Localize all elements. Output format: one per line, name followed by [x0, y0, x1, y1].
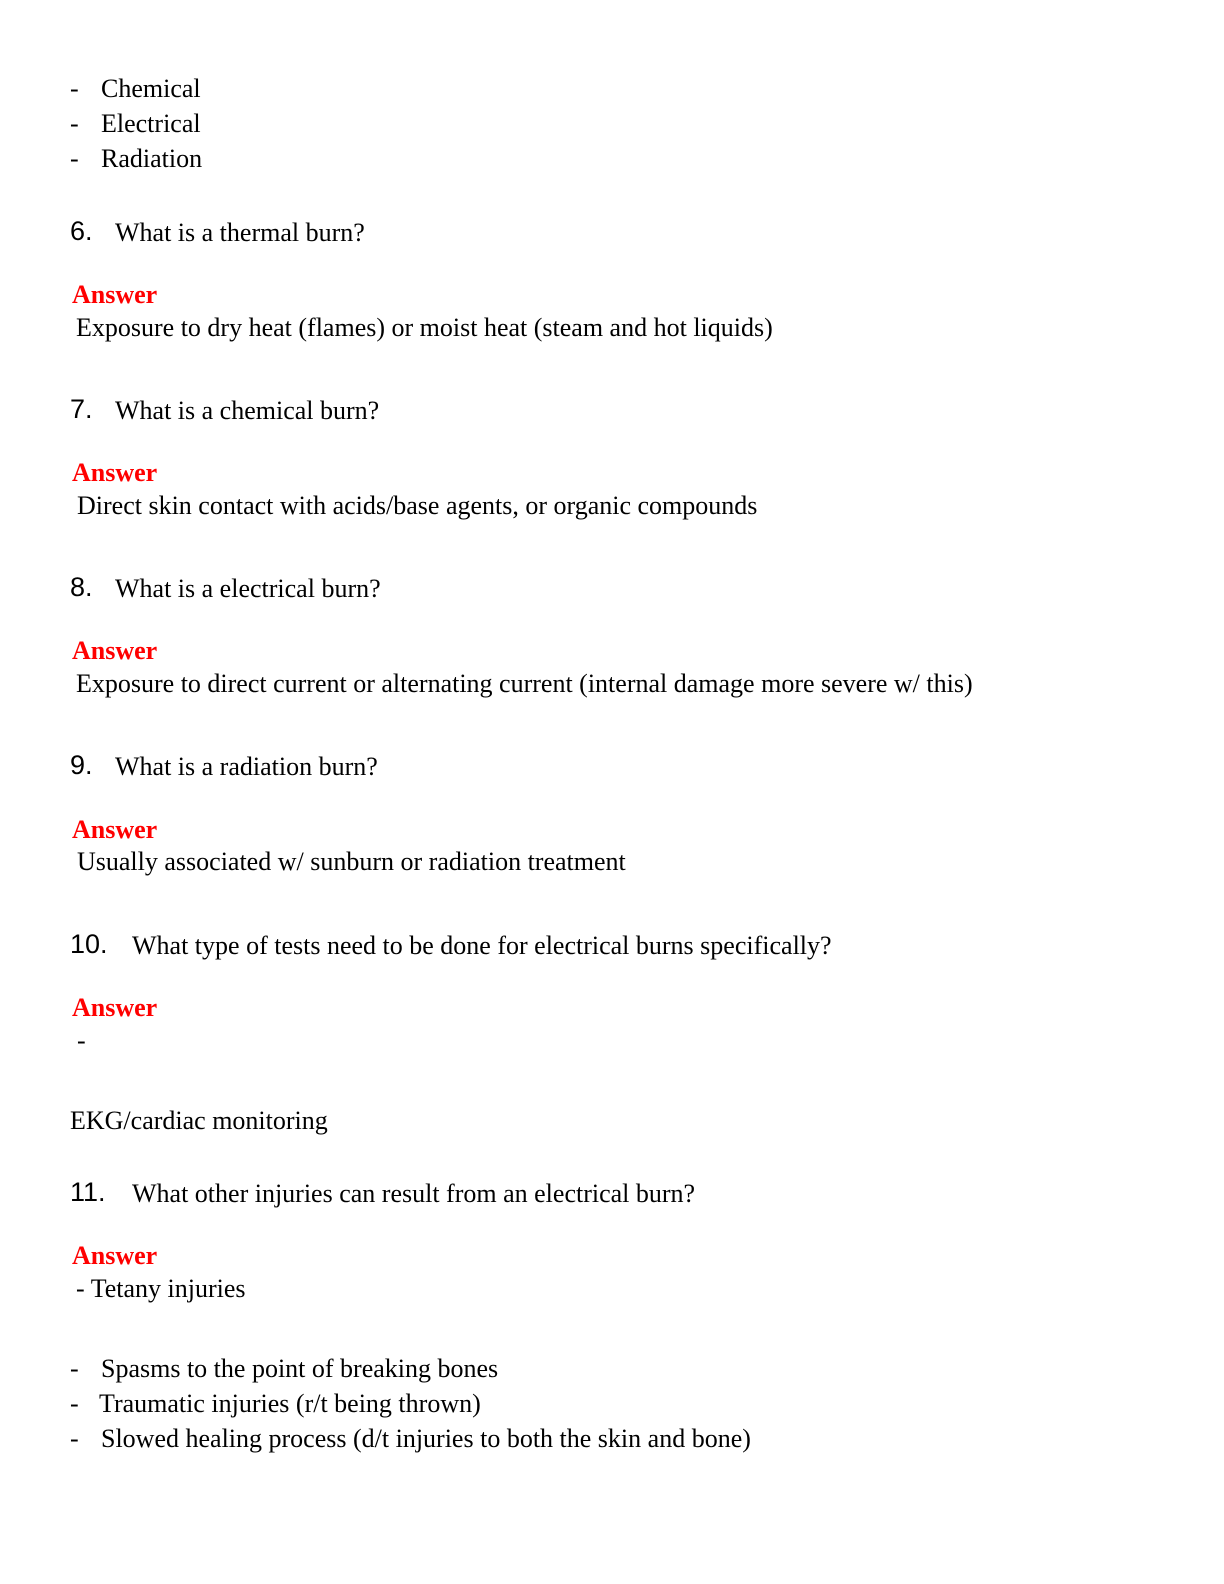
answer-text: - Tetany injuries: [76, 1274, 246, 1303]
dash: -: [70, 109, 79, 138]
question-number: 9.: [70, 750, 93, 780]
question-text: What other injuries can result from an electrical burn?: [132, 1179, 696, 1208]
dash: -: [70, 144, 79, 173]
question-text: What is a electrical burn?: [115, 574, 381, 603]
answer-label: Answer: [72, 815, 158, 844]
question-number: 7.: [70, 394, 93, 424]
question-text: What is a chemical burn?: [115, 396, 380, 425]
question-number: 11.: [70, 1177, 106, 1207]
list-item: Slowed healing process (d/t injuries to both the skin and bone): [101, 1424, 751, 1453]
answer-text: Exposure to direct current or alternating current (internal damage more severe w/ this): [76, 669, 973, 698]
list-item: Spasms to the point of breaking bones: [101, 1354, 499, 1383]
answer-label: Answer: [72, 1241, 158, 1270]
question-number: 6.: [70, 216, 93, 246]
list-item: Traumatic injuries (r/t being thrown): [99, 1389, 481, 1418]
question-text: What is a thermal burn?: [115, 218, 365, 247]
question-text: What is a radiation burn?: [115, 752, 378, 781]
list-item: Radiation: [101, 144, 203, 173]
answer-label: Answer: [72, 280, 158, 309]
answer-label: Answer: [72, 636, 158, 665]
dash: -: [70, 74, 79, 103]
list-item: Electrical: [101, 109, 201, 138]
answer-text: -: [77, 1026, 86, 1055]
question-number: 10.: [70, 929, 108, 959]
dash: -: [70, 1389, 79, 1418]
answer-label: Answer: [72, 993, 158, 1022]
answer-text: Exposure to dry heat (flames) or moist heat (steam and hot liquids): [76, 313, 773, 342]
answer-text: Usually associated w/ sunburn or radiation treatment: [77, 847, 626, 876]
answer-text: EKG/cardiac monitoring: [70, 1106, 328, 1135]
answer-text: Direct skin contact with acids/base agents, or organic compounds: [77, 491, 758, 520]
dash: -: [70, 1424, 79, 1453]
question-number: 8.: [70, 572, 93, 602]
question-text: What type of tests need to be done for electrical burns specifically?: [132, 931, 832, 960]
answer-label: Answer: [72, 458, 158, 487]
list-item: Chemical: [101, 74, 201, 103]
dash: -: [70, 1354, 79, 1383]
